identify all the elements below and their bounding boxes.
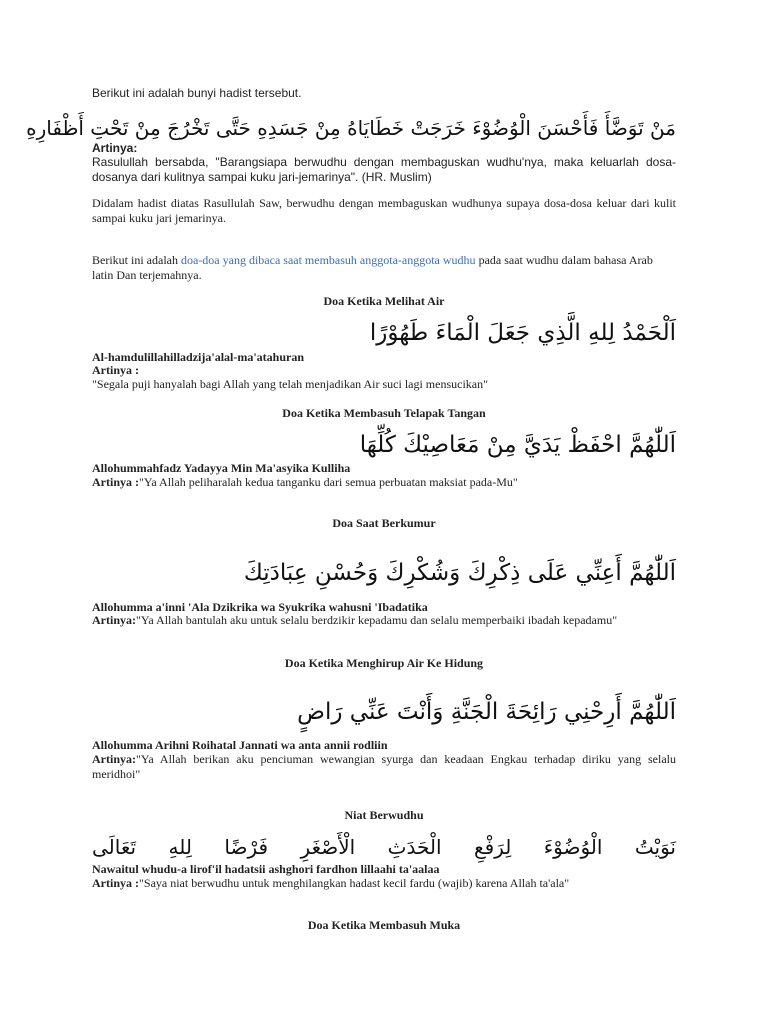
doa-wudhu-link[interactable]: doa-doa yang dibaca saat membasuh anggota-anggota wudhu (180, 253, 476, 267)
section-artinya-row (92, 475, 676, 490)
section-arabic: اَللّٰهُمَّ احْفَظْ يَدَيَّ مِنْ مَعَاصِيْكَ كُلِّهَا (359, 432, 676, 458)
section-latin: Allohummahfadz Yadayya Min Ma'asyika Kulliha (92, 461, 351, 475)
intro2-after: pada saat wudhu dalam bahasa Arab latin Dan terjemahnya. (92, 253, 653, 282)
section-artinya-label: Artinya: (92, 613, 136, 627)
section-arabic: اَلْحَمْدُ لِلهِ الَّذِي جَعَلَ الْمَاءَ طَهُوْرًا (369, 320, 676, 346)
section-translation: "Segala puji hanyalah bagi Allah yang telah menjadikan Air suci lagi mensucikan" (92, 377, 489, 391)
intro-text: Berikut ini adalah bunyi hadist tersebut. (92, 86, 302, 100)
section-artinya-row (92, 752, 676, 782)
section-latin: Al-hamdulillahilladzija'alal-ma'atahuran (92, 350, 305, 364)
section-latin: Nawaitul whudu-a lirof'il hadatsii ashghori fardhon lillaahi ta'aalaa (92, 862, 440, 876)
section-artinya-label: Artinya: (92, 752, 136, 766)
section-heading: Doa Ketika Melihat Air (323, 294, 445, 308)
section-heading: Doa Ketika Menghirup Air Ke Hidung (284, 656, 484, 670)
section-heading: Doa Saat Berkumur (332, 516, 436, 530)
section-artinya-label: Artinya : (92, 363, 139, 377)
intro2-paragraph (92, 253, 676, 283)
section-arabic: اَللّٰهُمَّ أَعِنِّي عَلَى ذِكْرِكَ وَشُكْرِكَ وَحُسْنِ عِبَادَتِكَ (243, 560, 676, 586)
section-heading: Niat Berwudhu (344, 808, 424, 822)
section-artinya-row (92, 876, 676, 891)
intro2-before: Berikut ini adalah (92, 253, 181, 267)
hadith-arabic: مَنْ تَوَضَّأَ فَأَحْسَنَ الْوُضُوْءَ خَرَجَتْ خَطَايَاهُ مِنْ جَسَدِهِ حَتَّى تَخْرُجَ مِنْ تَحْتِ أَظْفَارِهِ (26, 116, 676, 140)
section-artinya-label: Artinya : (92, 876, 139, 890)
section-translation: "Ya Allah bantulah aku untuk selalu berdzikir kepadamu dan selalu memperbaiki ibadah kepadamu" (136, 613, 618, 627)
section-heading: Doa Ketika Membasuh Muka (307, 918, 461, 932)
hadith-artinya-label: Artinya: (92, 141, 138, 155)
section-translation: "Ya Allah peliharalah kedua tanganku dari semua perbuatan maksiat pada-Mu" (139, 475, 518, 489)
section-arabic: نَوَيْتُ الْوُضُوْءَ لِرَفْعِ الْحَدَثِ الْأَصْغَرِ فَرْضًا لِلهِ تَعَالَى (92, 835, 676, 859)
section-heading: Doa Ketika Membasuh Telapak Tangan (282, 406, 486, 420)
section-latin: Allohumma a'inni 'Ala Dzikrika wa Syukrika wahusni 'Ibadatika (92, 600, 428, 614)
section-artinya-label: Artinya : (92, 475, 139, 489)
document-page (26, 0, 676, 1024)
section-arabic: اَللّٰهُمَّ أَرِحْنِي رَائِحَةَ الْجَنَّةِ وَأَنْتَ عَنِّي رَاضٍ (297, 699, 676, 725)
section-translation: "Saya niat berwudhu untuk menghilangkan hadast kecil fardu (wajib) karena Allah ta'ala" (139, 876, 570, 890)
hadith-translation: Rasulullah bersabda, "Barangsiapa berwudhu dengan membaguskan wudhu'nya, maka keluarlah dosa-dosanya dari kulitnya sampai kuku jari-jemarinya". (HR. Muslim) (92, 155, 676, 184)
section-artinya-row (92, 613, 676, 628)
section-translation: "Ya Allah berikan aku penciuman wewangian syurga dan keadaan Engkau terhadap diriku yang selalu meridhoi" (92, 752, 676, 781)
explanation-text: Didalam hadist diatas Rasullulah Saw, berwudhu dengan membaguskan wudhunya supaya dosa-dosa keluar dari kulit sampai kuku jari jemarinya. (92, 196, 676, 225)
section-latin: Allohumma Arihni Roihatal Jannati wa anta annii rodliin (92, 738, 388, 752)
